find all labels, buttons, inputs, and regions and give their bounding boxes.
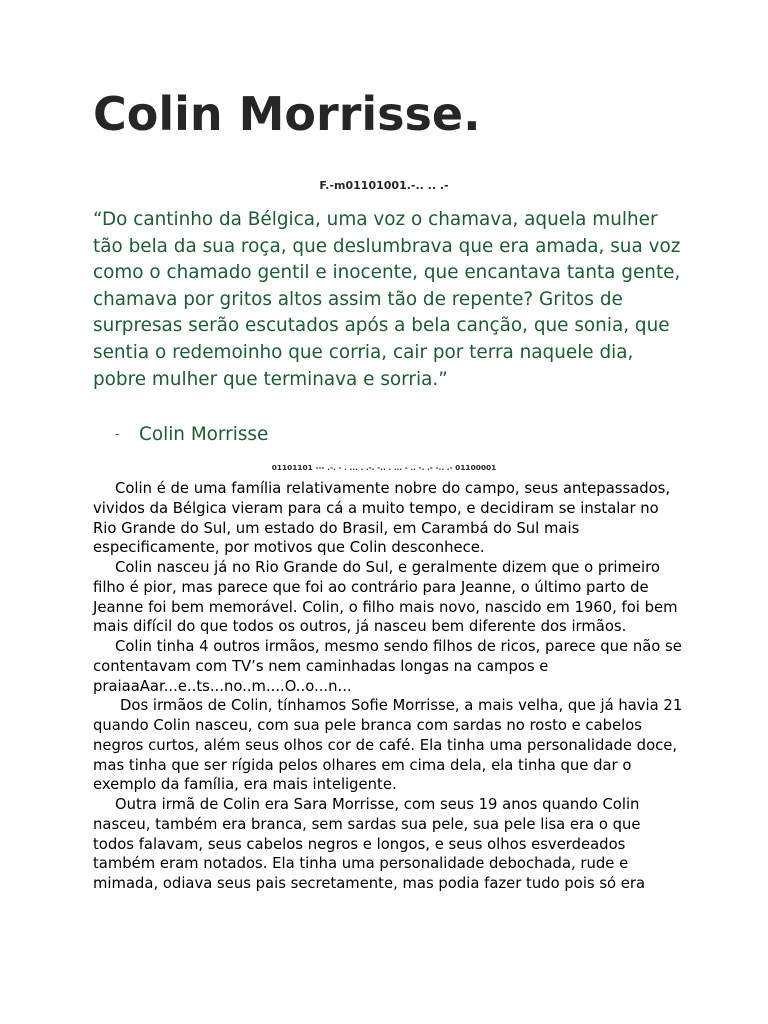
document-title: Colin Morrisse.: [93, 87, 481, 141]
code-line-1: F.-m01101001.-.. .. .-: [319, 179, 449, 192]
attribution-name: Colin Morrisse: [139, 424, 269, 445]
body-paragraph: Colin é de uma família relativamente nobre do campo, seus antepassados, vividos da Bélgica vieram para cá a muito tempo, e decidiram se instalar no Rio Grande do Sul, um estado do Brasil, em Carambá do Sul mais especificamente, por motivos que Colin desconhece.: [93, 480, 671, 557]
body-paragraph: Colin nasceu já no Rio Grande do Sul, e geralmente dizem que o primeiro filho é pior, mas parece que foi ao contrário para Jeanne, o último parto de Jeanne foi bem memorável. Colin, o filho mais novo, nascido em 1960, foi bem mais difícil do que todos os outros, já nasceu bem diferente dos irmãos.: [93, 559, 678, 636]
body-paragraph: Outra irmã de Colin era Sara Morrisse, com seus 19 anos quando Colin nasceu, também era branca, sem sardas sua pele, sua pele lisa era o que todos falavam, seus cabelos negros e longos, e seus olhos esverdeados também eram notados. Ela tinha uma personalidade debochada, rude e mimada, odiava seus pais secretamente, mas podia fazer tudo pois só era: [93, 796, 646, 892]
body-paragraph: Colin tinha 4 outros irmãos, mesmo sendo filhos de ricos, parece que não se contentavam com TV’s nem caminhadas longas na campos e praiaaAar...e..ts...no..m....O..o...n...: [93, 638, 682, 695]
code-line-2: 01101101 --- .-. - . ... . .-. -.. . ... - .. -. .- -.. .- 01100001: [271, 463, 497, 472]
epigraph-quote: “Do cantinho da Bélgica, uma voz o chamava, aquela mulher tão bela da sua roça, que deslumbrava que era amada, sua voz como o chamado gentil e inocente, que encantava tanta gente, chamava por gritos altos assim tão de repente? Gritos de surpresas serão escutados após a bela canção, que sonia, que sentia o redemoinho que corria, cair por terra naquele dia, pobre mulher que terminava e sorria.”: [93, 209, 681, 390]
quote-attribution: [93, 422, 268, 448]
body-text: [93, 479, 683, 894]
body-paragraph: Dos irmãos de Colin, tínhamos Sofie Morrisse, a mais velha, que já havia 21 quando Colin nasceu, com sua pele branca com sardas no rosto e cabelos negros curtos, além seus olhos cor de café. Ela tinha uma personalidade doce, mas tinha que ser rígida pelos olhares em cima dela, ela tinha que dar o exemplo da família, era mais inteligente.: [93, 697, 683, 794]
attribution-dash: -: [115, 427, 120, 442]
